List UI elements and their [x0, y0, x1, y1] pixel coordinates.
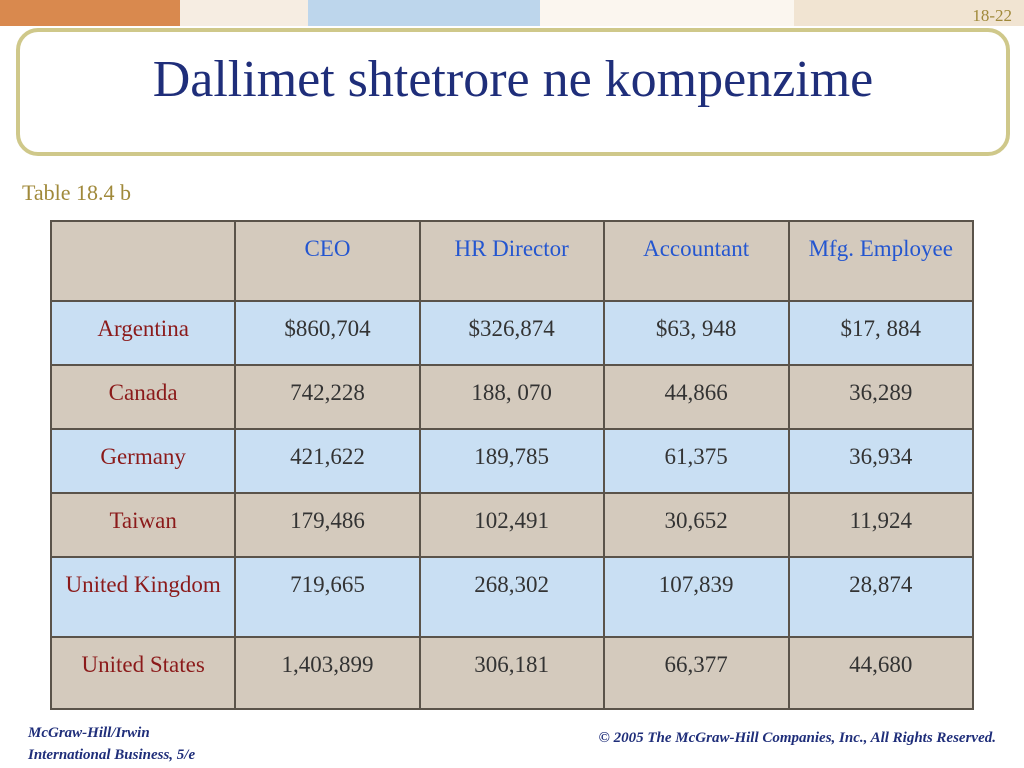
strip-segment-white [540, 0, 794, 26]
row-country: Canada [51, 365, 235, 429]
table-row [51, 301, 973, 365]
header-cell-ceo: CEO [235, 221, 419, 301]
header-cell-mfg-employee: Mfg. Employee [789, 221, 973, 301]
table-cell: $326,874 [420, 301, 604, 365]
table-cell: 102,491 [420, 493, 604, 557]
table-cell: $63, 948 [604, 301, 789, 365]
table-row [51, 429, 973, 493]
table-cell: 306,181 [420, 637, 604, 709]
table-row [51, 493, 973, 557]
footer-publisher-block [28, 722, 195, 766]
table-cell: 421,622 [235, 429, 419, 493]
row-country: United Kingdom [51, 557, 235, 637]
table-header-row [51, 221, 973, 301]
footer-book: International Business, 5/e [28, 747, 196, 763]
header-cell-empty [51, 221, 235, 301]
strip-segment-orange [0, 0, 180, 26]
table-cell: 719,665 [235, 557, 419, 637]
table-cell: 107,839 [604, 557, 789, 637]
top-decorative-strip [0, 0, 1024, 26]
row-country: Argentina [51, 301, 235, 365]
table-cell: 189,785 [420, 429, 604, 493]
table-cell: $17, 884 [789, 301, 973, 365]
row-country: Germany [51, 429, 235, 493]
strip-segment-cream [180, 0, 308, 26]
table-cell: 11,924 [789, 493, 973, 557]
header-cell-hr-director: HR Director [420, 221, 604, 301]
compensation-table [50, 220, 974, 710]
table-cell: 44,866 [604, 365, 789, 429]
table-cell: 1,403,899 [235, 637, 419, 709]
table-cell: 61,375 [604, 429, 789, 493]
slide-title: Dallimet shtetrore ne kompenzime [152, 51, 874, 108]
row-country: United States [51, 637, 235, 709]
table-row [51, 637, 973, 709]
table-cell: 36,934 [789, 429, 973, 493]
table-cell: 179,486 [235, 493, 419, 557]
table-cell: 28,874 [789, 557, 973, 637]
table-row [51, 557, 973, 637]
title-box [16, 28, 1010, 156]
header-cell-accountant: Accountant [604, 221, 789, 301]
table-cell: 66,377 [604, 637, 789, 709]
strip-segment-blue [308, 0, 540, 26]
slide-number: 18-22 [972, 6, 1012, 25]
table-cell: 188, 070 [420, 365, 604, 429]
footer-copyright: © 2005 The McGraw-Hill Companies, Inc., All Rights Reserved. [598, 730, 996, 746]
table-cell: $860,704 [235, 301, 419, 365]
table-row [51, 365, 973, 429]
footer-publisher: McGraw-Hill/Irwin [28, 725, 150, 741]
table-cell: 36,289 [789, 365, 973, 429]
table-cell: 742,228 [235, 365, 419, 429]
row-country: Taiwan [51, 493, 235, 557]
table-cell: 30,652 [604, 493, 789, 557]
table-caption: Table 18.4 b [22, 180, 132, 205]
table-cell: 44,680 [789, 637, 973, 709]
table-cell: 268,302 [420, 557, 604, 637]
